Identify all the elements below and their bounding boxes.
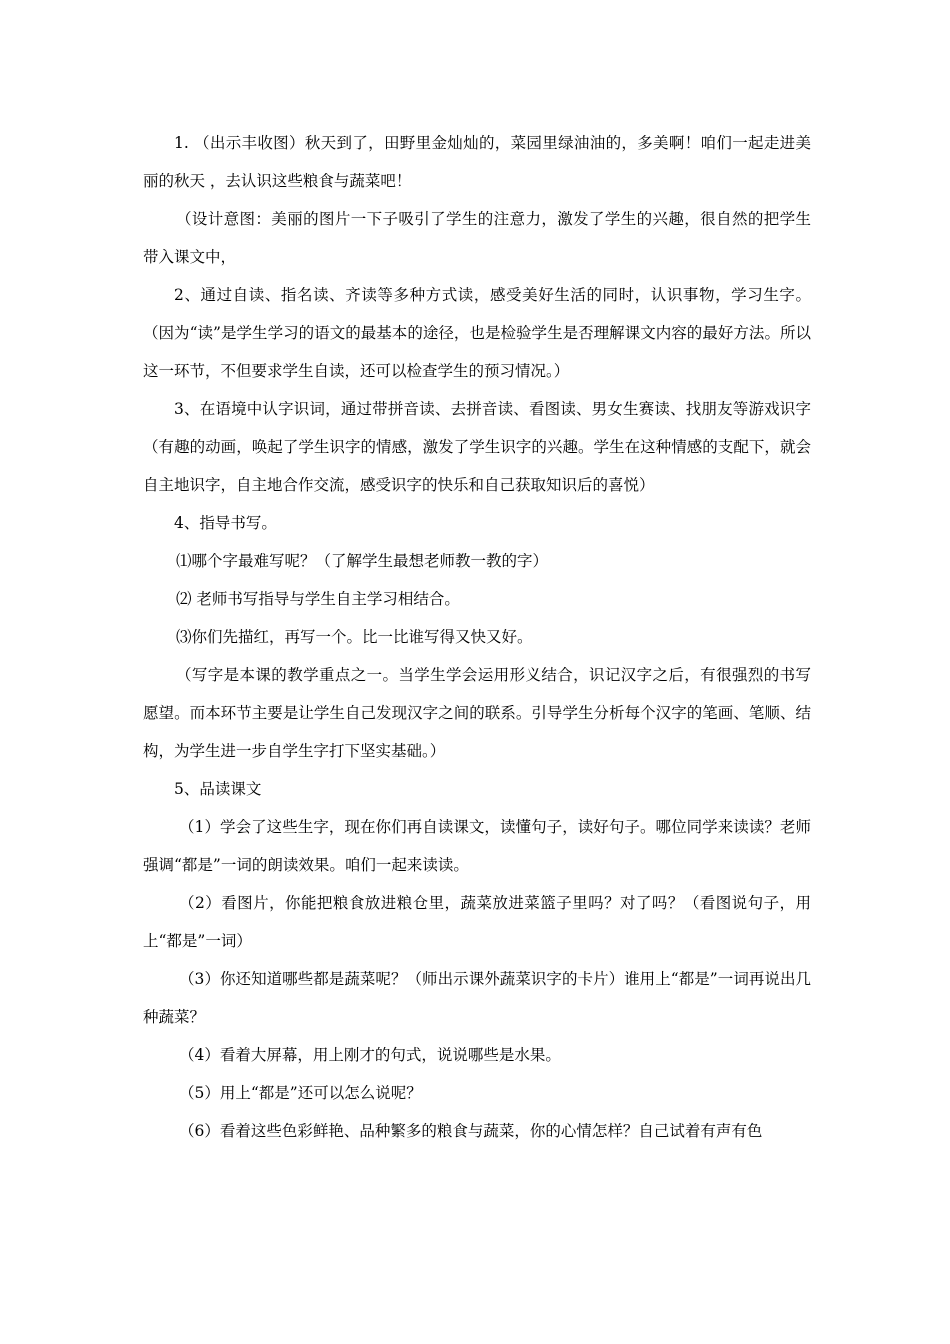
paragraph-step-5-item-2: （2）看图片，你能把粮食放进粮仓里，蔬菜放进菜篮子里吗？对了吗？（看图说句子，用上“都是”一词）	[143, 894, 811, 950]
paragraph-step-3: 3、在语境中认字识词，通过带拼音读、去拼音读、看图读、男女生赛读、找朋友等游戏识字（有趣的动画，唤起了学生识字的情感，激发了学生识字的兴趣。学生在这种情感的支配下，就会自主地识字，自主地合作交流，感受识字的快乐和自己获取知识后的喜悦）	[143, 400, 811, 494]
paragraph-step-5-item-6: （6）看着这些色彩鲜艳、品种繁多的粮食与蔬菜，你的心情怎样？自己试着有声有色	[179, 1122, 763, 1140]
paragraph-step-4-item-2: ⑵ 老师书写指导与学生自主学习相结合。	[176, 590, 460, 608]
paragraph-step-1: 1. （出示丰收图）秋天到了，田野里金灿灿的，菜园里绿油油的，多美啊！咱们一起走进美丽的秋天 ，去认识这些粮食与蔬菜吧！	[143, 134, 811, 190]
paragraph-step-2: 2、通过自读、指名读、齐读等多种方式读，感受美好生活的同时，认识事物，学习生字。（因为“读”是学生学习的语文的最基本的途径，也是检验学生是否理解课文内容的最好方法。所以这一环节，不但要求学生自读，还可以检查学生的预习情况。）	[143, 286, 811, 380]
paragraph-step-5-item-5: （5）用上“都是”还可以怎么说呢？	[179, 1084, 422, 1102]
paragraph-design-intent: （设计意图：美丽的图片一下子吸引了学生的注意力，激发了学生的兴趣，很自然的把学生带入课文中，	[143, 210, 811, 266]
paragraph-writing-note: （写字是本课的教学重点之一。当学生学会运用形义结合，识记汉字之后，有很强烈的书写愿望。而本环节主要是让学生自己发现汉字之间的联系。引导学生分析每个汉字的笔画、笔顺、结构，为学生进一步自学生字打下坚实基础。）	[143, 666, 811, 760]
paragraph-step-4-item-1: ⑴哪个字最难写呢？（了解学生最想老师教一教的字）	[176, 552, 549, 570]
document-body	[143, 124, 811, 1150]
paragraph-step-5-item-1: （1）学会了这些生字，现在你们再自读课文，读懂句子，读好句子。哪位同学来读读？老师强调“都是”一词的朗读效果。咱们一起来读读。	[143, 818, 811, 874]
paragraph-step-5: 5、品读课文	[174, 780, 262, 798]
paragraph-step-5-item-4: （4）看着大屏幕，用上刚才的句式，说说哪些是水果。	[179, 1046, 561, 1064]
paragraph-step-5-item-3: （3）你还知道哪些都是蔬菜呢？（师出示课外蔬菜识字的卡片）谁用上“都是”一词再说出几种蔬菜？	[143, 970, 811, 1026]
paragraph-step-4: 4、指导书写。	[174, 514, 277, 532]
paragraph-step-4-item-3: ⑶你们先描红，再写一个。比一比谁写得又快又好。	[176, 628, 533, 646]
